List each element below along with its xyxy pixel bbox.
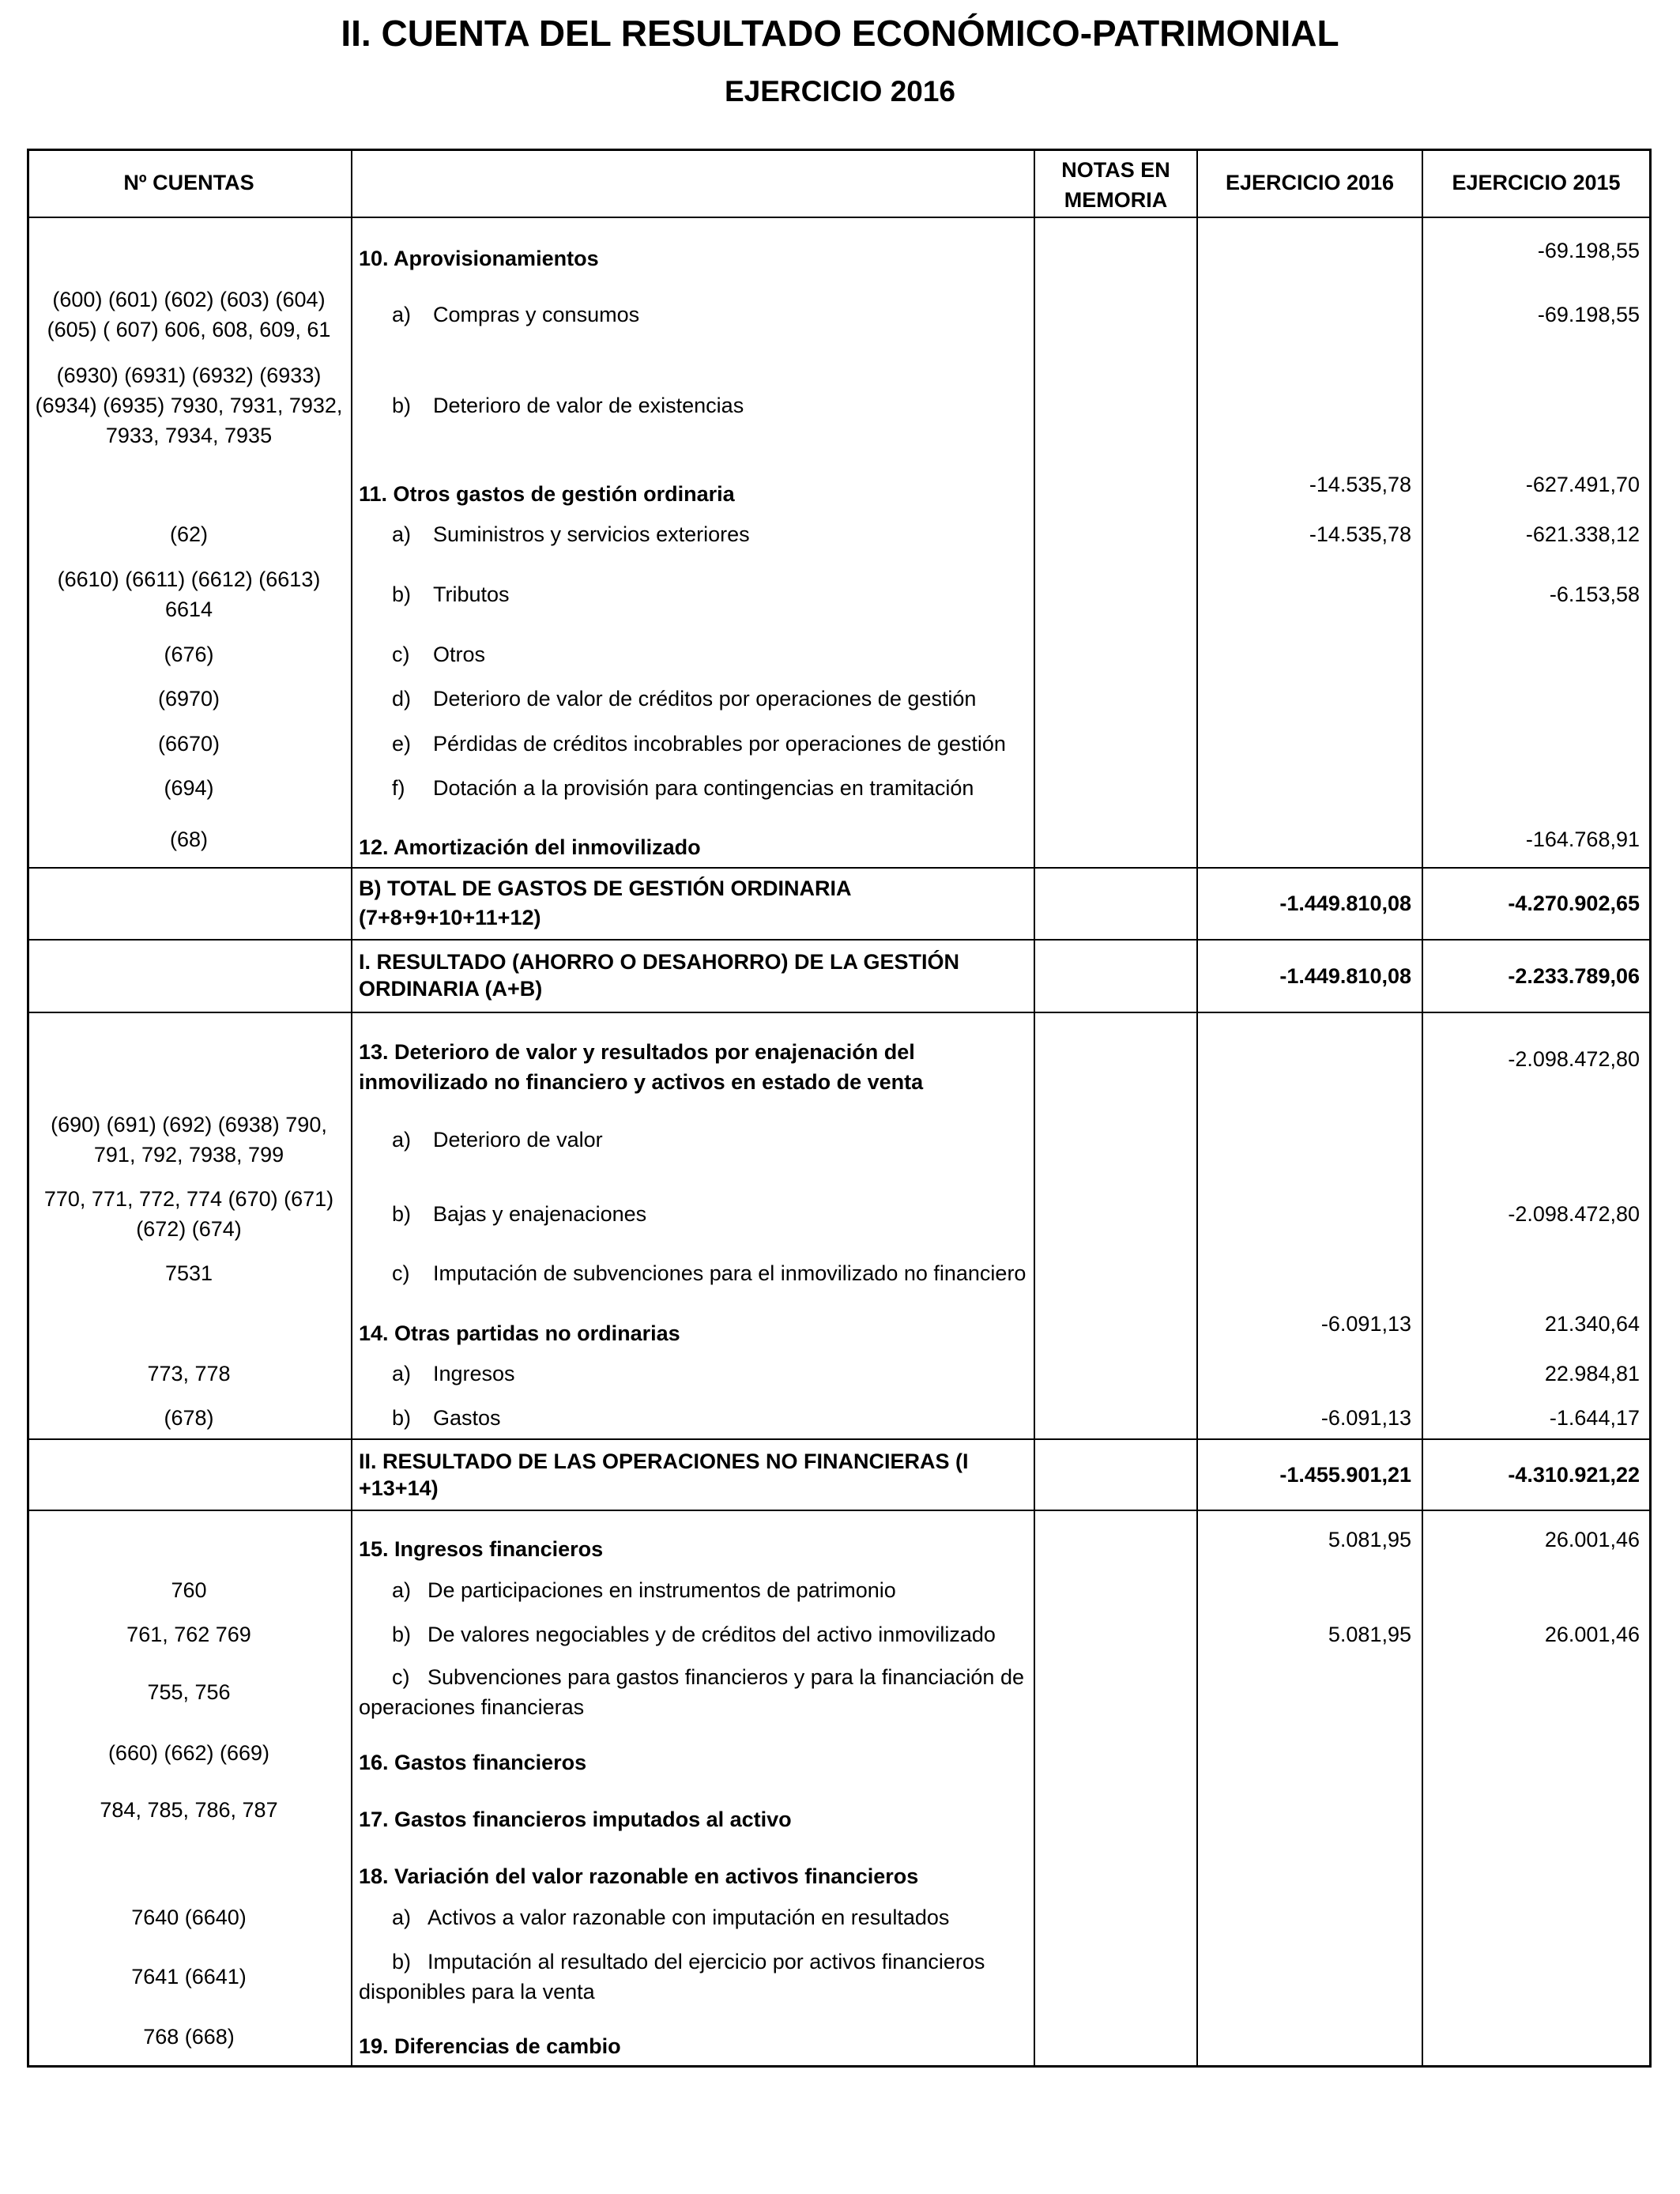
header-ejercicio-2016: EJERCICIO 2016 [1225, 171, 1395, 194]
row-divider [27, 939, 1652, 941]
item-letter: c) [392, 643, 410, 666]
value-2015: -69.198,55 [1537, 303, 1640, 326]
result-2015: -4.310.921,22 [1508, 1463, 1640, 1487]
account-codes: 7933, 7934, 7935 [105, 424, 273, 447]
result-label: II. RESULTADO DE LAS OPERACIONES NO FINANCIERAS (I [359, 1449, 969, 1473]
item-text: Compras y consumos [433, 303, 640, 326]
item-letter: b) [392, 1406, 412, 1430]
row-divider [27, 1438, 1652, 1440]
total-label: (7+8+9+10+11+12) [359, 906, 541, 929]
result-label: I. RESULTADO (AHORRO O DESAHORRO) DE LA GESTIÓN [359, 950, 960, 974]
value-2015: -2.098.472,80 [1508, 1202, 1640, 1226]
row-label [392, 1947, 985, 1977]
account-codes: 770, 771, 772, 774 (670) (671) [43, 1187, 334, 1211]
item-text: Suministros y servicios exteriores [433, 522, 750, 546]
item-text: Imputación de subvenciones para el inmovilizado no financiero [433, 1261, 1026, 1285]
row-label: 13. Deterioro de valor y resultados por enajenación del [359, 1040, 915, 1064]
account-codes: (676) [164, 643, 214, 666]
account-codes: (690) (691) (692) (6938) 790, [51, 1113, 327, 1137]
row-divider [27, 217, 1652, 218]
value-2016: -6.091,13 [1320, 1406, 1411, 1430]
item-letter: a) [392, 1578, 412, 1602]
table-border-right [1649, 149, 1652, 2068]
item-letter: a) [392, 1362, 412, 1385]
account-codes: 6614 [164, 598, 213, 621]
value-2015: -164.768,91 [1525, 827, 1640, 851]
row-label [392, 1125, 603, 1155]
item-text: Deterioro de valor de créditos por operaciones de gestión [433, 687, 977, 711]
account-codes: 7640 (6640) [131, 1906, 247, 1929]
row-label [392, 773, 974, 803]
result-label: ORDINARIA (A+B) [359, 977, 543, 1001]
account-codes: 755, 756 [147, 1680, 231, 1704]
row-label [392, 579, 510, 609]
item-letter: b) [392, 1623, 412, 1646]
account-codes: (600) (601) (602) (603) (604) [52, 288, 326, 311]
item-letter: b) [392, 394, 412, 417]
total-label: B) TOTAL DE GASTOS DE GESTIÓN ORDINARIA [359, 876, 852, 900]
item-text: Pérdidas de créditos incobrables por operaciones de gestión [433, 732, 1006, 756]
table-border-top [27, 149, 1652, 151]
value-2015: -2.098.472,80 [1508, 1047, 1640, 1071]
header-ejercicio-2015: EJERCICIO 2015 [1452, 171, 1621, 194]
row-label: 14. Otras partidas no ordinarias [359, 1321, 680, 1345]
header-notas-line1: NOTAS EN [1061, 158, 1170, 182]
result-label: +13+14) [359, 1476, 439, 1500]
item-text: Ingresos [433, 1362, 515, 1385]
item-letter: b) [392, 582, 412, 606]
item-text: Tributos [433, 582, 510, 606]
item-text: Bajas y enajenaciones [433, 1202, 647, 1226]
value-2015: -627.491,70 [1525, 473, 1640, 496]
item-letter: c) [392, 1261, 410, 1285]
row-label: 19. Diferencias de cambio [359, 2034, 621, 2058]
value-2016: 5.081,95 [1328, 1528, 1411, 1551]
row-label: 10. Aprovisionamientos [359, 247, 599, 270]
row-label [392, 1403, 501, 1433]
document-title: II. CUENTA DEL RESULTADO ECONÓMICO-PATRIMONIAL [341, 13, 1339, 54]
item-text: Dotación a la provisión para contingencias en tramitación [433, 776, 974, 800]
item-text: Gastos [433, 1406, 501, 1430]
value-2016: -14.535,78 [1309, 473, 1411, 496]
row-label: 12. Amortización del inmovilizado [359, 835, 701, 859]
value-2015: 26.001,46 [1544, 1623, 1640, 1646]
row-label [392, 1359, 515, 1389]
row-divider [27, 867, 1652, 869]
total-2015: -4.270.902,65 [1508, 892, 1640, 915]
account-codes: 784, 785, 786, 787 [100, 1798, 278, 1822]
value-2015: -621.338,12 [1525, 522, 1640, 546]
row-label-continued: disponibles para la venta [359, 1980, 595, 2004]
row-divider [27, 1510, 1652, 1511]
account-codes: 7531 [164, 1261, 213, 1285]
document-subtitle: EJERCICIO 2016 [724, 75, 956, 107]
item-letter: f) [392, 776, 405, 800]
item-text: Deterioro de valor [433, 1128, 603, 1152]
account-codes: (660) (662) (669) [107, 1741, 270, 1765]
value-2015: 22.984,81 [1544, 1362, 1640, 1385]
row-label: 16. Gastos financieros [359, 1751, 587, 1774]
item-letter: a) [392, 522, 412, 546]
value-2016: -6.091,13 [1320, 1312, 1411, 1336]
row-label [392, 1575, 896, 1605]
table-border-bottom [27, 2065, 1652, 2068]
account-codes: (672) (674) [136, 1217, 242, 1241]
account-codes: (68) [169, 827, 208, 851]
value-2016: 5.081,95 [1328, 1623, 1411, 1646]
account-codes: 761, 762 769 [126, 1623, 251, 1646]
account-codes: (6610) (6611) (6612) (6613) [57, 567, 321, 591]
item-text: De valores negociables y de créditos del activo inmovilizado [428, 1623, 996, 1646]
row-label: 11. Otros gastos de gestión ordinaria [359, 482, 735, 506]
row-divider [27, 1012, 1652, 1013]
row-label [392, 1662, 1024, 1692]
item-letter: b) [392, 1202, 412, 1226]
account-codes: (62) [169, 522, 208, 546]
item-text: Otros [433, 643, 486, 666]
row-label [392, 1258, 1026, 1288]
account-codes: 760 [171, 1578, 207, 1602]
col-divider [1034, 149, 1035, 2068]
row-label [392, 390, 744, 420]
item-text: Activos a valor razonable con imputación en resultados [428, 1906, 950, 1929]
row-label [392, 684, 976, 714]
value-2015: 26.001,46 [1544, 1528, 1640, 1551]
item-text: Subvenciones para gastos financieros y para la financiación de [428, 1665, 1024, 1689]
account-codes: (6970) [157, 687, 220, 711]
result-2016: -1.449.810,08 [1279, 964, 1411, 988]
col-divider [1422, 149, 1423, 2068]
account-codes: 7641 (6641) [131, 1965, 247, 1989]
item-text: De participaciones en instrumentos de patrimonio [428, 1578, 896, 1602]
row-label: 18. Variación del valor razonable en activos financieros [359, 1864, 919, 1888]
header-cuentas: Nº CUENTAS [123, 171, 254, 194]
row-label: 17. Gastos financieros imputados al activo [359, 1808, 792, 1831]
row-label [392, 639, 485, 669]
row-label [392, 300, 639, 330]
value-2016: -14.535,78 [1309, 522, 1411, 546]
item-text: Deterioro de valor de existencias [433, 394, 744, 417]
account-codes: (694) [164, 776, 214, 800]
row-label [392, 1619, 996, 1649]
item-letter: a) [392, 1128, 412, 1152]
row-label [392, 519, 750, 549]
account-codes: (6934) (6935) 7930, 7931, 7932, [35, 394, 343, 417]
col-divider [351, 149, 352, 2068]
account-codes: (6670) [157, 732, 220, 756]
value-2015: 21.340,64 [1544, 1312, 1640, 1336]
row-label [392, 729, 1006, 759]
item-letter: b) [392, 1950, 412, 1973]
account-codes: (6930) (6931) (6932) (6933) [56, 364, 322, 387]
item-letter: c) [392, 1665, 410, 1689]
col-divider [1196, 149, 1198, 2068]
results-table [27, 149, 1652, 2068]
row-label: inmovilizado no financiero y activos en estado de venta [359, 1070, 924, 1094]
result-2016: -1.455.901,21 [1279, 1463, 1411, 1487]
header-notas-line2: MEMORIA [1064, 188, 1168, 212]
value-2015: -6.153,58 [1549, 582, 1640, 606]
item-letter: a) [392, 1906, 412, 1929]
account-codes: 773, 778 [147, 1362, 231, 1385]
value-2015: -69.198,55 [1537, 239, 1640, 262]
account-codes: 768 (668) [143, 2025, 235, 2049]
total-2016: -1.449.810,08 [1279, 892, 1411, 915]
item-letter: a) [392, 303, 412, 326]
value-2015: -1.644,17 [1549, 1406, 1640, 1430]
row-label [392, 1199, 646, 1229]
row-label: 15. Ingresos financieros [359, 1537, 604, 1561]
item-letter: d) [392, 687, 412, 711]
account-codes: (678) [164, 1406, 214, 1430]
row-label-continued: operaciones financieras [359, 1695, 585, 1719]
item-text: Imputación al resultado del ejercicio por activos financieros [428, 1950, 985, 1973]
account-codes: 791, 792, 7938, 799 [93, 1143, 284, 1167]
row-label [392, 1902, 949, 1932]
account-codes: (605) ( 607) 606, 608, 609, 61 [47, 318, 331, 341]
item-letter: e) [392, 732, 412, 756]
result-2015: -2.233.789,06 [1508, 964, 1640, 988]
